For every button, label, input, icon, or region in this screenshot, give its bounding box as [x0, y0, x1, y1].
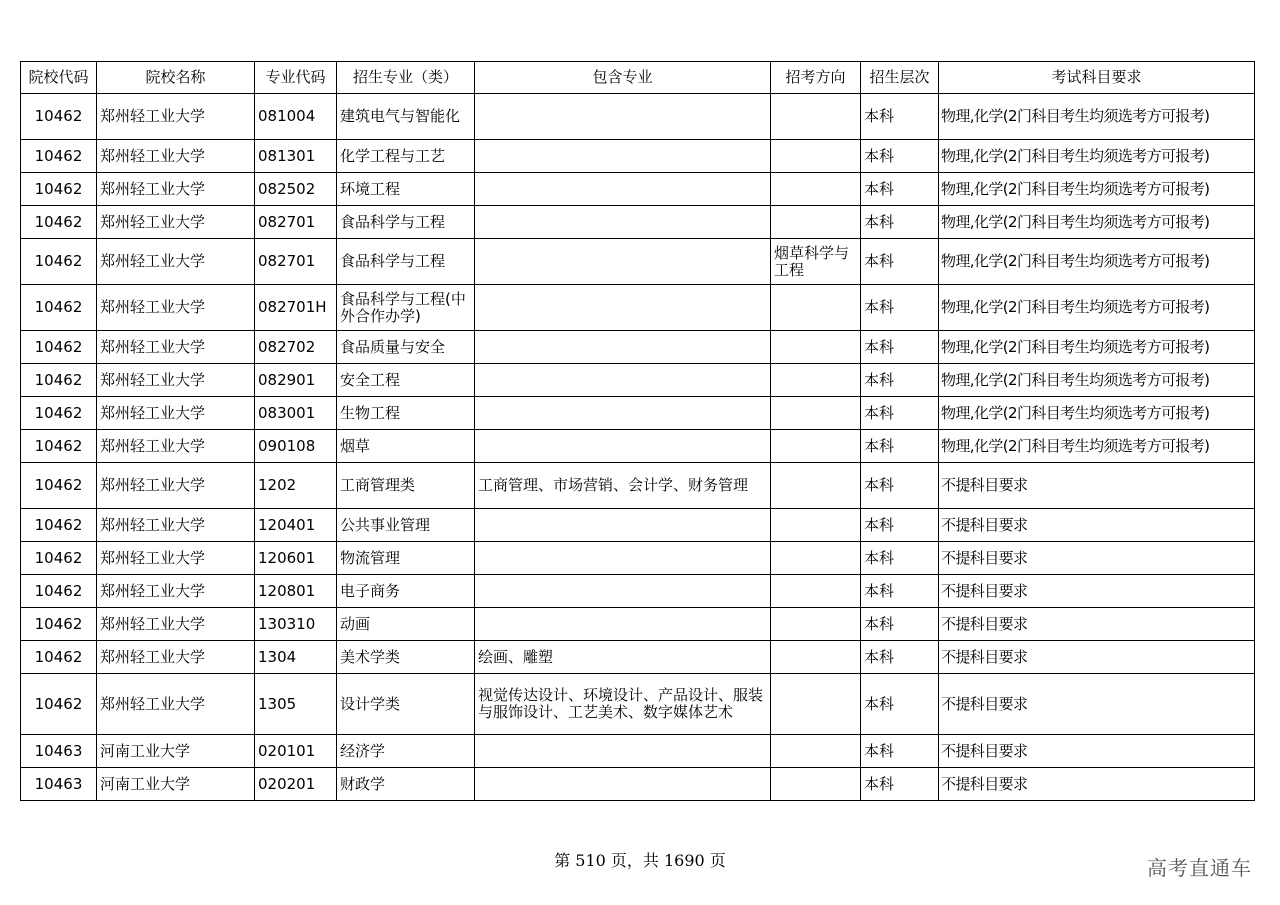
cell-school-code: 10462: [21, 239, 97, 285]
cell-requirement: 物理,化学(2门科目考生均须选考方可报考): [939, 285, 1255, 331]
cell-direction: [771, 140, 861, 173]
cell-direction: [771, 641, 861, 674]
table-row: [21, 173, 1255, 206]
cell-school-name: 郑州轻工业大学: [97, 575, 255, 608]
cell-direction: [771, 94, 861, 140]
cell-major: 化学工程与工艺: [337, 140, 475, 173]
cell-school-code: 10462: [21, 509, 97, 542]
table-row: [21, 542, 1255, 575]
cell-school-name: 郑州轻工业大学: [97, 463, 255, 509]
table-row: [21, 206, 1255, 239]
cell-school-name: 郑州轻工业大学: [97, 206, 255, 239]
cell-major: 生物工程: [337, 397, 475, 430]
cell-major-code: 081004: [255, 94, 337, 140]
cell-level: 本科: [861, 331, 939, 364]
cell-school-name: 郑州轻工业大学: [97, 140, 255, 173]
cell-included-majors: [475, 735, 771, 768]
cell-major: 环境工程: [337, 173, 475, 206]
cell-included-majors: 工商管理、市场营销、会计学、财务管理: [475, 463, 771, 509]
cell-level: 本科: [861, 239, 939, 285]
cell-school-name: 郑州轻工业大学: [97, 364, 255, 397]
cell-major-code: 120801: [255, 575, 337, 608]
table-row: [21, 364, 1255, 397]
table-row: [21, 463, 1255, 509]
cell-major: 工商管理类: [337, 463, 475, 509]
cell-included-majors: [475, 239, 771, 285]
cell-direction: [771, 608, 861, 641]
cell-direction: [771, 463, 861, 509]
cell-school-name: 郑州轻工业大学: [97, 285, 255, 331]
cell-level: 本科: [861, 206, 939, 239]
cell-direction: [771, 397, 861, 430]
cell-school-name: 郑州轻工业大学: [97, 608, 255, 641]
cell-requirement: 不提科目要求: [939, 575, 1255, 608]
cell-direction: [771, 173, 861, 206]
cell-school-code: 10462: [21, 641, 97, 674]
table-row: [21, 239, 1255, 285]
enrollment-table: [20, 61, 1255, 801]
cell-major-code: 082701: [255, 239, 337, 285]
cell-major-code: 120401: [255, 509, 337, 542]
header-major-code: 专业代码: [255, 62, 337, 94]
header-major: 招生专业（类）: [337, 62, 475, 94]
cell-requirement: 不提科目要求: [939, 509, 1255, 542]
cell-requirement: 物理,化学(2门科目考生均须选考方可报考): [939, 140, 1255, 173]
cell-direction: [771, 509, 861, 542]
cell-level: 本科: [861, 674, 939, 735]
cell-included-majors: [475, 206, 771, 239]
header-included-majors: 包含专业: [475, 62, 771, 94]
cell-school-name: 郑州轻工业大学: [97, 641, 255, 674]
cell-major: 财政学: [337, 768, 475, 801]
cell-level: 本科: [861, 641, 939, 674]
cell-school-name: 郑州轻工业大学: [97, 331, 255, 364]
cell-school-name: 郑州轻工业大学: [97, 430, 255, 463]
cell-level: 本科: [861, 397, 939, 430]
cell-school-code: 10462: [21, 674, 97, 735]
header-school-name: 院校名称: [97, 62, 255, 94]
cell-included-majors: [475, 140, 771, 173]
cell-major: 安全工程: [337, 364, 475, 397]
table-row: [21, 735, 1255, 768]
cell-school-name: 郑州轻工业大学: [97, 239, 255, 285]
cell-included-majors: [475, 364, 771, 397]
cell-school-name: 郑州轻工业大学: [97, 542, 255, 575]
cell-requirement: 物理,化学(2门科目考生均须选考方可报考): [939, 331, 1255, 364]
cell-major: 美术学类: [337, 641, 475, 674]
cell-requirement: 物理,化学(2门科目考生均须选考方可报考): [939, 239, 1255, 285]
cell-school-code: 10462: [21, 463, 97, 509]
cell-school-name: 郑州轻工业大学: [97, 173, 255, 206]
cell-included-majors: 绘画、雕塑: [475, 641, 771, 674]
cell-direction: [771, 768, 861, 801]
cell-major: 经济学: [337, 735, 475, 768]
cell-requirement: 物理,化学(2门科目考生均须选考方可报考): [939, 430, 1255, 463]
cell-major: 食品科学与工程: [337, 206, 475, 239]
cell-requirement: 不提科目要求: [939, 735, 1255, 768]
cell-school-name: 郑州轻工业大学: [97, 94, 255, 140]
cell-school-code: 10462: [21, 430, 97, 463]
cell-level: 本科: [861, 140, 939, 173]
cell-major-code: 130310: [255, 608, 337, 641]
cell-included-majors: [475, 397, 771, 430]
cell-level: 本科: [861, 430, 939, 463]
cell-level: 本科: [861, 364, 939, 397]
table-row: [21, 509, 1255, 542]
cell-included-majors: [475, 285, 771, 331]
cell-major-code: 120601: [255, 542, 337, 575]
cell-major-code: 1305: [255, 674, 337, 735]
header-row: [21, 62, 1255, 94]
cell-included-majors: [475, 542, 771, 575]
cell-school-code: 10462: [21, 608, 97, 641]
cell-major: 烟草: [337, 430, 475, 463]
cell-requirement: 物理,化学(2门科目考生均须选考方可报考): [939, 173, 1255, 206]
cell-included-majors: [475, 608, 771, 641]
cell-included-majors: [475, 575, 771, 608]
cell-included-majors: [475, 768, 771, 801]
cell-school-name: 郑州轻工业大学: [97, 397, 255, 430]
cell-level: 本科: [861, 509, 939, 542]
header-requirement: 考试科目要求: [939, 62, 1255, 94]
cell-level: 本科: [861, 285, 939, 331]
cell-requirement: 物理,化学(2门科目考生均须选考方可报考): [939, 397, 1255, 430]
cell-included-majors: [475, 331, 771, 364]
table-row: [21, 140, 1255, 173]
cell-school-code: 10462: [21, 285, 97, 331]
header-direction: 招考方向: [771, 62, 861, 94]
cell-requirement: 不提科目要求: [939, 674, 1255, 735]
cell-requirement: 不提科目要求: [939, 641, 1255, 674]
table-row: [21, 285, 1255, 331]
cell-major-code: 020101: [255, 735, 337, 768]
table-row: [21, 397, 1255, 430]
cell-school-code: 10462: [21, 206, 97, 239]
cell-school-code: 10462: [21, 331, 97, 364]
cell-included-majors: [475, 430, 771, 463]
cell-school-name: 河南工业大学: [97, 768, 255, 801]
cell-major: 食品科学与工程: [337, 239, 475, 285]
table-row: [21, 94, 1255, 140]
cell-major-code: 082701H: [255, 285, 337, 331]
cell-level: 本科: [861, 575, 939, 608]
cell-major-code: 081301: [255, 140, 337, 173]
cell-school-code: 10462: [21, 173, 97, 206]
cell-school-code: 10463: [21, 768, 97, 801]
cell-direction: [771, 542, 861, 575]
cell-major-code: 020201: [255, 768, 337, 801]
cell-school-code: 10462: [21, 364, 97, 397]
cell-requirement: 物理,化学(2门科目考生均须选考方可报考): [939, 364, 1255, 397]
cell-level: 本科: [861, 94, 939, 140]
cell-direction: [771, 430, 861, 463]
cell-requirement: 不提科目要求: [939, 542, 1255, 575]
cell-direction: [771, 735, 861, 768]
cell-direction: [771, 331, 861, 364]
table-row: [21, 331, 1255, 364]
cell-requirement: 不提科目要求: [939, 768, 1255, 801]
cell-requirement: 物理,化学(2门科目考生均须选考方可报考): [939, 206, 1255, 239]
cell-major: 公共事业管理: [337, 509, 475, 542]
cell-level: 本科: [861, 768, 939, 801]
cell-major: 建筑电气与智能化: [337, 94, 475, 140]
cell-requirement: 物理,化学(2门科目考生均须选考方可报考): [939, 94, 1255, 140]
cell-major-code: 082702: [255, 331, 337, 364]
cell-school-code: 10463: [21, 735, 97, 768]
cell-direction: [771, 364, 861, 397]
cell-school-name: 河南工业大学: [97, 735, 255, 768]
cell-included-majors: 视觉传达设计、环境设计、产品设计、服装与服饰设计、工艺美术、数字媒体艺术: [475, 674, 771, 735]
cell-level: 本科: [861, 173, 939, 206]
table-row: [21, 430, 1255, 463]
cell-direction: [771, 674, 861, 735]
cell-included-majors: [475, 509, 771, 542]
watermark-text: 高考直通车: [1147, 856, 1252, 880]
table-row: [21, 575, 1255, 608]
cell-school-code: 10462: [21, 94, 97, 140]
cell-major: 动画: [337, 608, 475, 641]
cell-major-code: 082701: [255, 206, 337, 239]
cell-direction: [771, 206, 861, 239]
cell-requirement: 不提科目要求: [939, 463, 1255, 509]
cell-major: 食品科学与工程(中外合作办学): [337, 285, 475, 331]
cell-direction: [771, 285, 861, 331]
header-school-code: 院校代码: [21, 62, 97, 94]
cell-level: 本科: [861, 542, 939, 575]
cell-level: 本科: [861, 608, 939, 641]
cell-school-code: 10462: [21, 140, 97, 173]
header-level: 招生层次: [861, 62, 939, 94]
cell-major-code: 1202: [255, 463, 337, 509]
cell-major-code: 083001: [255, 397, 337, 430]
table-body: [21, 94, 1255, 801]
cell-major: 物流管理: [337, 542, 475, 575]
cell-major-code: 082502: [255, 173, 337, 206]
page-number: 第 510 页，共 1690 页: [554, 851, 726, 870]
cell-major-code: 1304: [255, 641, 337, 674]
cell-major-code: 082901: [255, 364, 337, 397]
cell-included-majors: [475, 173, 771, 206]
cell-direction: 烟草科学与工程: [771, 239, 861, 285]
table-row: [21, 674, 1255, 735]
cell-level: 本科: [861, 735, 939, 768]
cell-major-code: 090108: [255, 430, 337, 463]
cell-school-code: 10462: [21, 542, 97, 575]
cell-direction: [771, 575, 861, 608]
table-row: [21, 641, 1255, 674]
cell-school-code: 10462: [21, 397, 97, 430]
cell-included-majors: [475, 94, 771, 140]
cell-school-name: 郑州轻工业大学: [97, 674, 255, 735]
cell-major: 食品质量与安全: [337, 331, 475, 364]
cell-school-name: 郑州轻工业大学: [97, 509, 255, 542]
cell-major: 设计学类: [337, 674, 475, 735]
table-row: [21, 768, 1255, 801]
cell-requirement: 不提科目要求: [939, 608, 1255, 641]
cell-major: 电子商务: [337, 575, 475, 608]
table-row: [21, 608, 1255, 641]
cell-school-code: 10462: [21, 575, 97, 608]
cell-level: 本科: [861, 463, 939, 509]
